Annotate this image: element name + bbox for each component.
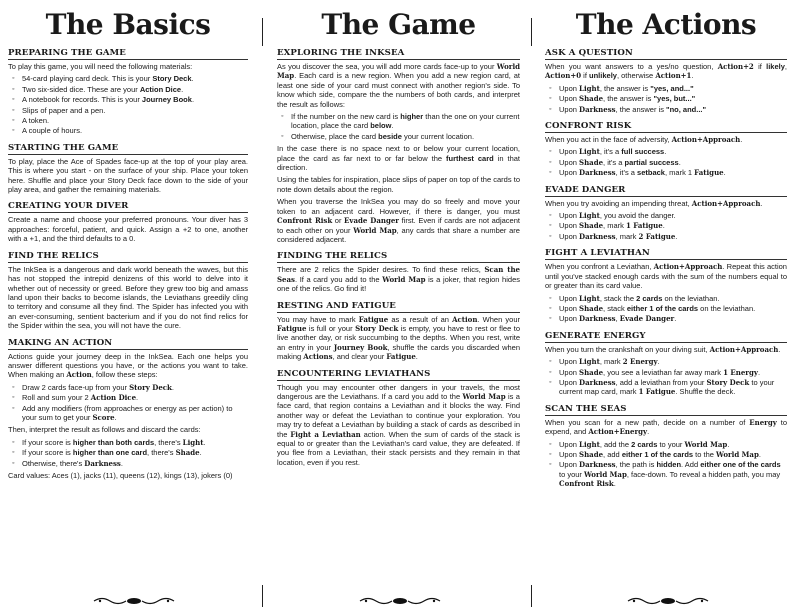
column-basics xyxy=(8,0,248,613)
list-item: ◦ Draw 2 cards face-up from your Story Deck. xyxy=(8,383,248,392)
page-title-actions: The Actions xyxy=(575,8,757,41)
list-item: ◦ Upon Shade, stack either 1 of the cards on the leviathan. xyxy=(545,304,787,313)
list-item: ◦ Upon Light, stack the 2 cards on the leviathan. xyxy=(545,294,787,303)
scan-text: When you scan for a new path, decide on a number of Energy to expend, and Action+Energy. xyxy=(545,417,787,437)
flourish-ornament xyxy=(626,595,710,607)
relics-text: The InkSea is a dangerous and dark world beneath the waves, but this has not stopped the intrepid denizens of this world to delve into it whether out of necessity or greed. Before they grew too big and amass land upon their backs to become islands, the Leviathans greedily cling to territory and consume all they find. The Spider has infected you with an ever-consuming, sentient bacterium and if you do not find relics for the Spider within the sea, you will not have the cure. xyxy=(8,264,248,331)
list-item: ◦ Upon Light, mark 2 Energy. xyxy=(545,357,787,366)
action-results xyxy=(8,438,248,468)
diver-text: Create a name and choose your preferred pronouns. Your diver has 3 approaches: forceful, patient, and quick. Assign a +2 to one, another with a +1, and the third defaults to a 0. xyxy=(8,215,248,244)
list-item: ◦ If your score is higher than both cards, there's Light. xyxy=(8,438,248,447)
list-item: ◦ If the number on the new card is higher than the one on your current location, place the card below. xyxy=(277,112,520,131)
list-item: ◦ Upon Light, it's a full success. xyxy=(545,147,787,156)
list-item: ◦ Upon Darkness, mark 2 Fatigue. xyxy=(545,232,787,241)
list-item: ◦ Upon Light, you avoid the danger. xyxy=(545,211,787,220)
list-item: ◦ Slips of paper and a pen. xyxy=(8,106,248,115)
list-item: ◦ Roll and sum your 2 Action Dice. xyxy=(8,393,248,402)
exploring-no-space: In the case there is no space next to or below your current location, place the card as far next to or far below the furthest card in that direction. xyxy=(277,144,520,173)
heading-diver: CREATING YOUR DIVER xyxy=(8,201,248,213)
page-title-basics: The Basics xyxy=(45,8,211,41)
heading-evade: EVADE DANGER xyxy=(545,185,787,197)
evade-text: When you try avoiding an impending threat, Action+Approach. xyxy=(545,198,763,208)
column-divider-left-bottom xyxy=(262,585,263,607)
ask-text: When you want answers to a yes/no question, Action+2 if likely, Action+0 if unlikely, otherwise Action+1. xyxy=(545,62,787,81)
preparing-intro: To play this game, you will need the following materials: xyxy=(8,62,193,71)
encounter-text: Though you may encounter other dangers in your travels, the most dangerous are the Leviathans. If a card you add to the World Map is a face card, that region contains a Leviathan and it blocks the way. Find another way or defeat the Leviathan to continue your exploration. You may try to defeat a Leviathan by building a stack of cards as described in the Fight a Leviathan action. When the sum of cards of the stack is equal to or greater than the Leviathan's card value, they are defeated. If you flee from a Leviathan, their stack persists and they remain in that location, even if you rest. xyxy=(277,382,521,467)
placement-rules xyxy=(277,112,520,141)
heading-energy: GENERATE ENERGY xyxy=(545,331,787,343)
flourish-ornament xyxy=(92,595,176,607)
heading-relics: FIND THE RELICS xyxy=(8,251,248,263)
list-item: ◦ A notebook for records. This is your Journey Book. xyxy=(8,95,248,104)
heading-ask: ASK A QUESTION xyxy=(545,48,787,60)
list-item: ◦ Two six-sided dice. These are your Action Dice. xyxy=(8,85,248,94)
list-item: ◦ Upon Shade, the answer is "yes, but..." xyxy=(545,94,787,103)
list-item: ◦ Upon Light, the answer is "yes, and..." xyxy=(545,84,787,93)
exploring-tables: Using the tables for inspiration, place slips of paper on top of the cards to note down details about the region. xyxy=(277,175,520,194)
list-item: ◦ Upon Darkness, the path is hidden. Add either one of the cards to your World Map, face-down. To reveal a hidden path, you may Confront Risk. xyxy=(545,460,787,488)
column-divider-right-bottom xyxy=(531,585,532,607)
list-item: ◦ Upon Darkness, Evade Danger. xyxy=(545,314,787,323)
page-title-game: The Game xyxy=(321,8,476,41)
flourish-ornament xyxy=(358,595,442,607)
list-item: ◦ A token. xyxy=(8,116,248,125)
confront-results xyxy=(545,147,787,177)
card-values: Card values: Aces (1), jacks (11), queens (12), kings (13), jokers (0) xyxy=(8,471,233,480)
list-item: ◦ Upon Darkness, add a leviathan from your Story Deck to your current map card, mark 1 Fatigue. Shuffle the deck. xyxy=(545,378,787,397)
list-item: ◦ 54-card playing card deck. This is your Story Deck. xyxy=(8,74,248,83)
starting-text: To play, place the Ace of Spades face-up at the top of your play area. This is where you start - on the surface of your ship. Place your token here. Shuffle and place your Story Deck face down to the side of your play area, and gather the remaining materials. xyxy=(8,156,248,195)
confront-text: When you act in the face of adversity, Action+Approach. xyxy=(545,135,743,145)
heading-scan: SCAN THE SEAS xyxy=(545,404,787,416)
exploring-traverse: When you traverse the InkSea you may do so freely and move your token to an adjacent card. However, if there is danger, you must Confront Risk or Evade Danger first. Even if cards are not adjacent to each other on your World Map, any cards that share a number are considered adjacent. xyxy=(277,197,520,244)
heading-confront: CONFRONT RISK xyxy=(545,121,787,133)
list-item: ◦ Upon Darkness, it's a setback, mark 1 Fatigue. xyxy=(545,168,787,177)
scan-results xyxy=(545,440,787,489)
list-item: ◦ Upon Shade, it's a partial success. xyxy=(545,158,787,167)
fight-text: When you confront a Leviathan, Action+Approach. Repeat this action until you've stacked enough cards with the sum of the numbers equal to or greater than its card value. xyxy=(545,262,787,291)
exploring-intro: As you discover the sea, you will add more cards face-up to your World Map. Each card is a new region. When you add a new region card, at least one side of your card must connect with another region's side. To know which side, compare the the numbers of both cards, and interpret the result as follows: xyxy=(277,62,520,109)
list-item: ◦ Upon Shade, mark 1 Fatigue. xyxy=(545,221,787,230)
heading-starting: STARTING THE GAME xyxy=(8,143,248,155)
energy-results xyxy=(545,357,787,397)
heading-preparing: PREPARING THE GAME xyxy=(8,48,248,60)
action-interpret: Then, interpret the result as follows and discard the cards: xyxy=(8,425,201,435)
list-item: ◦ Add any modifiers (from approaches or energy as per action) to your sum to get your Score. xyxy=(8,404,248,423)
column-game xyxy=(277,0,520,613)
action-steps xyxy=(8,383,248,423)
list-item: ◦ Upon Light, add the 2 cards to your World Map. xyxy=(545,440,787,449)
heading-action: MAKING AN ACTION xyxy=(8,338,248,350)
ask-results xyxy=(545,84,787,114)
heading-encounter: ENCOUNTERING LEVIATHANS xyxy=(277,369,520,381)
heading-resting: RESTING AND FATIGUE xyxy=(277,301,520,313)
heading-fight: FIGHT A LEVIATHAN xyxy=(545,248,787,260)
list-item: ◦ If your score is higher than one card, there's Shade. xyxy=(8,448,248,457)
finding-text: There are 2 relics the Spider desires. To find these relics, Scan the Seas. If a card you add to the World Map is a joker, that region hides one of the relics. Go find it! xyxy=(277,265,521,294)
heading-exploring: EXPLORING THE INKSEA xyxy=(277,48,520,60)
column-actions xyxy=(545,0,787,613)
heading-finding: FINDING THE RELICS xyxy=(277,251,520,263)
list-item: ◦ Otherwise, place the card beside your current location. xyxy=(277,132,520,141)
energy-text: When you turn the crankshaft on your diving suit, Action+Approach. xyxy=(545,344,781,354)
action-intro: Actions guide your journey deep in the InkSea. Each one helps you answer different questions you have, or the actions you want to take. When making an Action, follow these steps: xyxy=(8,351,248,380)
list-item: ◦ A couple of hours. xyxy=(8,126,248,135)
list-item: ◦ Otherwise, there's Darkness. xyxy=(8,459,248,468)
fight-results xyxy=(545,294,787,324)
column-divider-right-top xyxy=(531,18,532,46)
resting-text: You may have to mark Fatigue as a result of an Action. When your Fatigue is full or your Story Deck is empty, you have to rest or flee to live another day, or risk succumbing to the depths. When you rest, write an entry in your Journey Book, shuffle the cards you discarded when making Actions, and clear your Fatigue. xyxy=(277,314,521,362)
materials-list xyxy=(8,74,248,135)
list-item: ◦ Upon Shade, add either 1 of the cards to the World Map. xyxy=(545,450,787,459)
list-item: ◦ Upon Darkness, the answer is "no, and..." xyxy=(545,105,787,114)
evade-results xyxy=(545,211,787,241)
column-divider-left-top xyxy=(262,18,263,46)
list-item: ◦ Upon Shade, you see a leviathan far away mark 1 Energy. xyxy=(545,368,787,377)
